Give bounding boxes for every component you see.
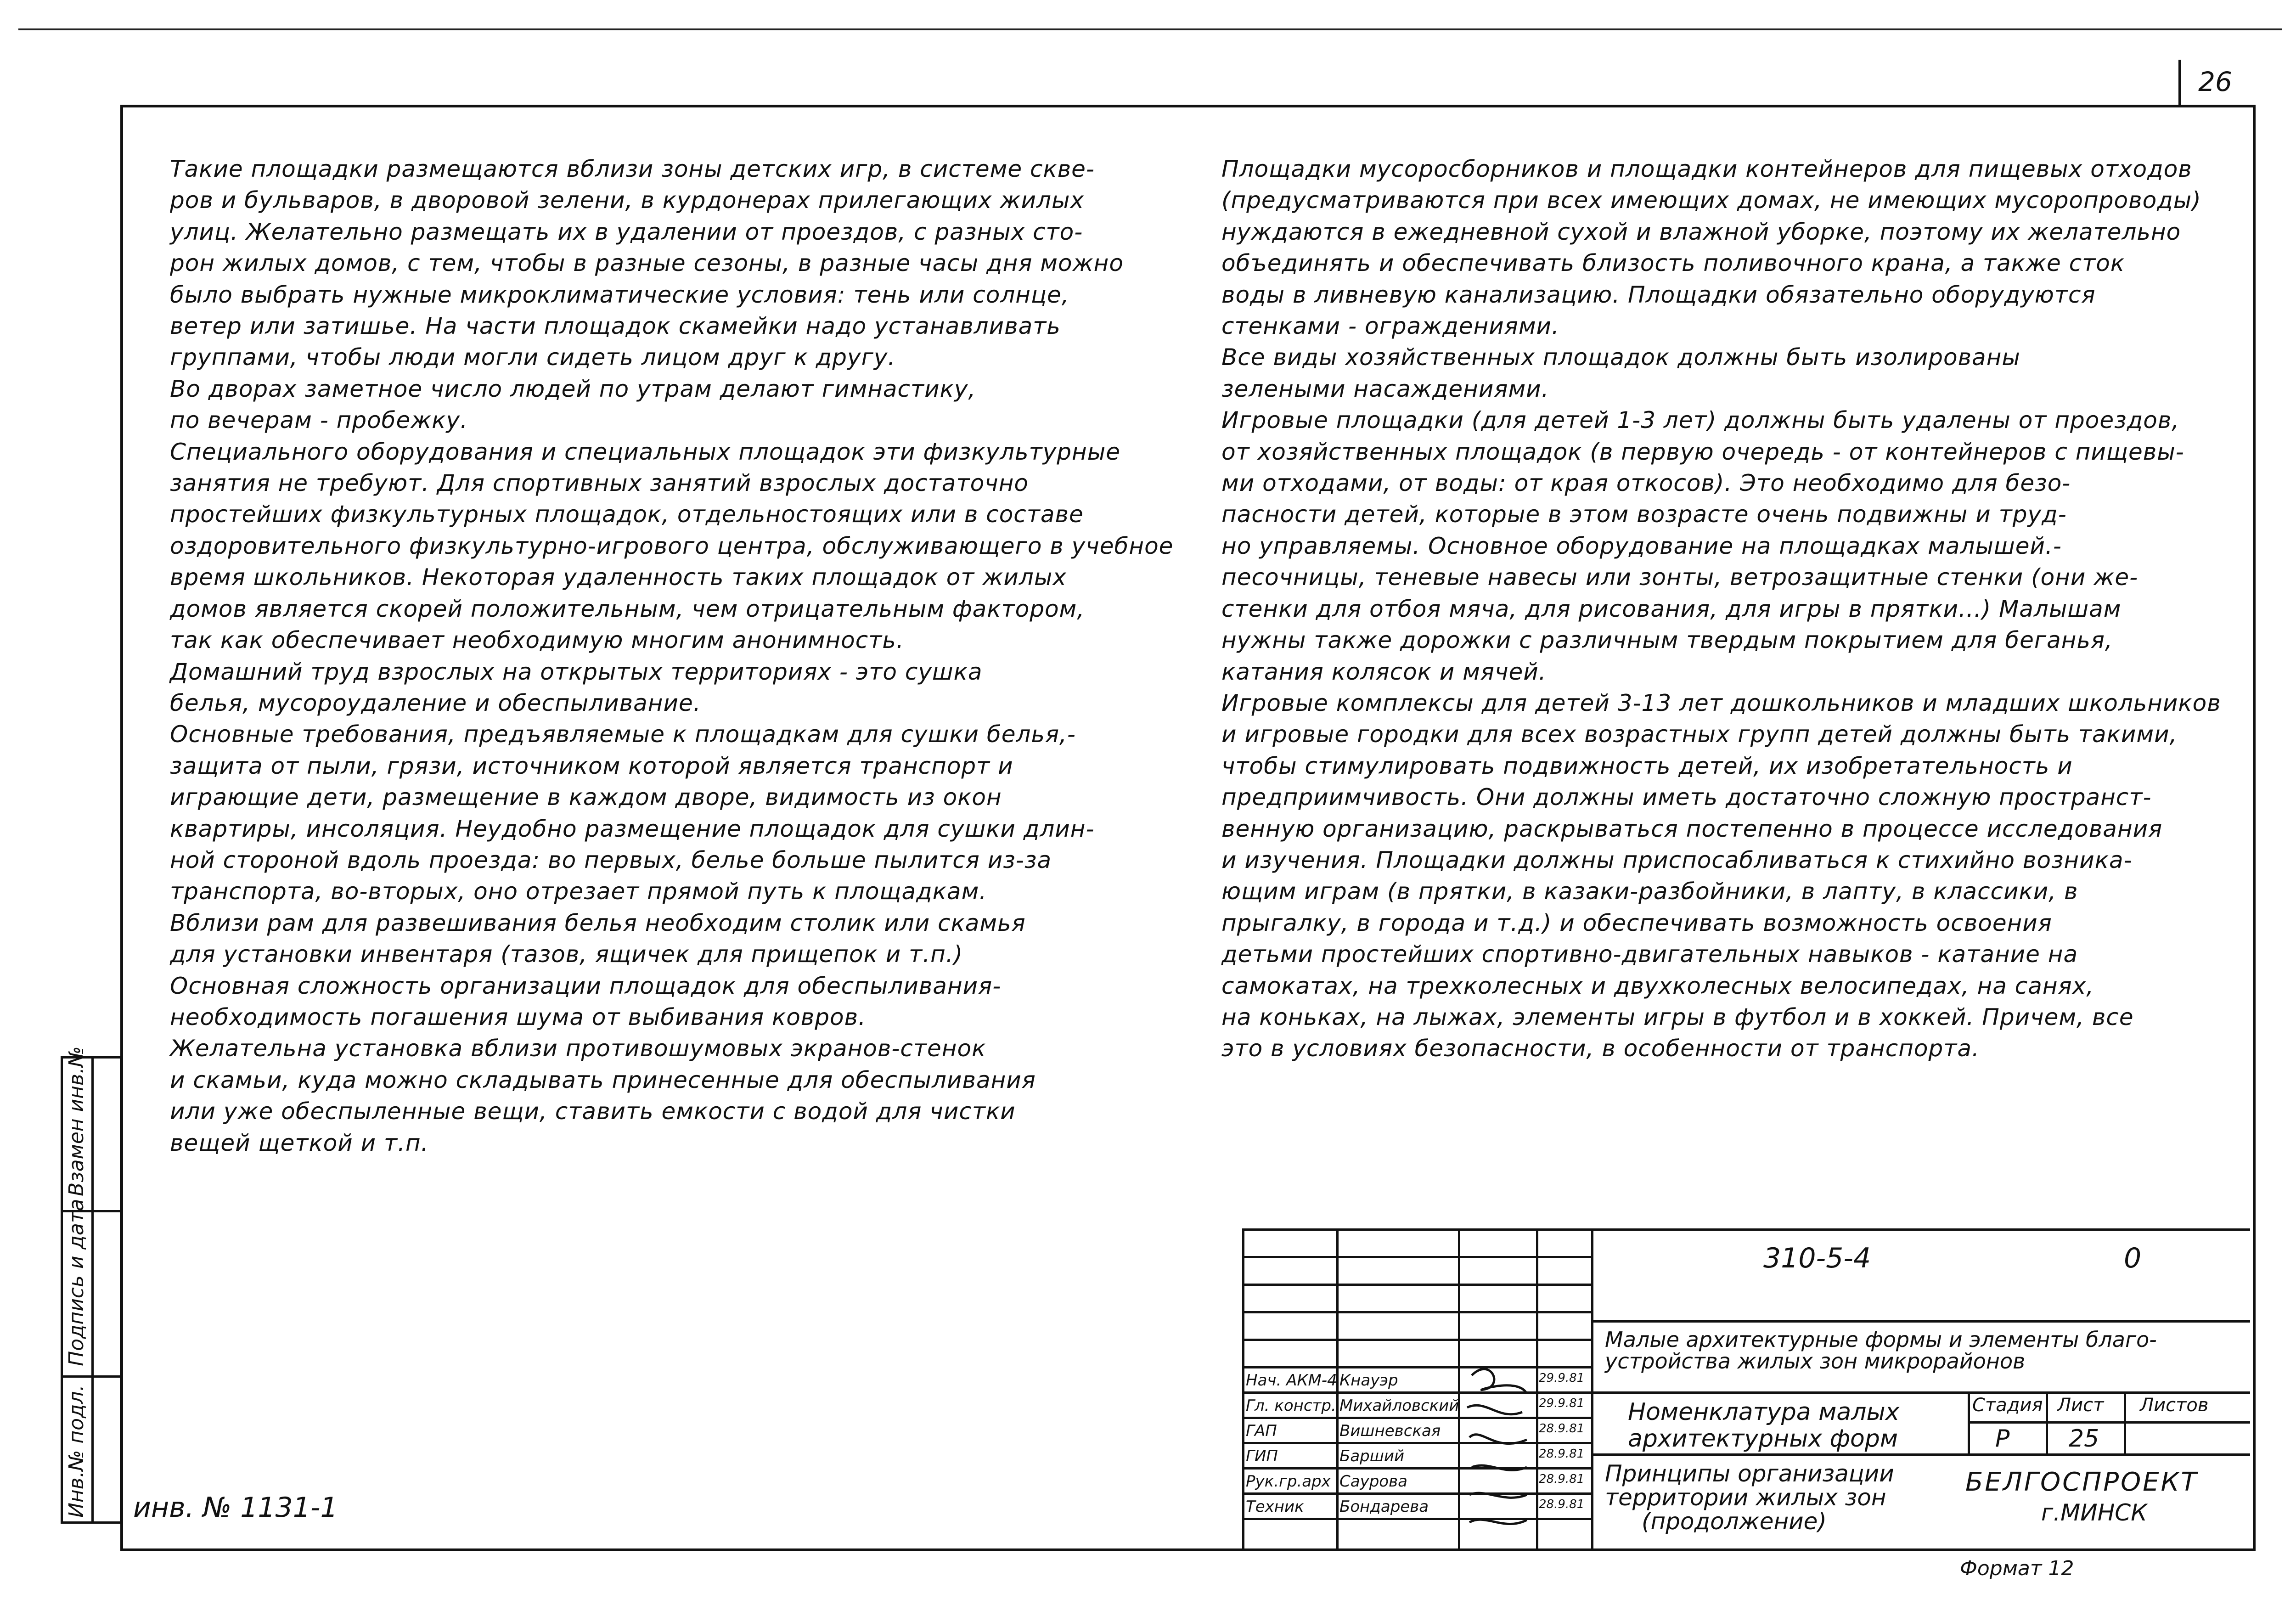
- tb-rule: [1968, 1391, 1970, 1453]
- tb-rule: [1458, 1228, 1460, 1548]
- text-line: Основная сложность организации площадок для обеспыливания-: [170, 972, 1002, 999]
- side-stamp: [61, 1046, 122, 1524]
- signature-role: Рук.гр.арх: [1246, 1472, 1331, 1491]
- text-line: белья, мусороудаление и обеспыливание.: [170, 689, 701, 716]
- organization-name: БЕЛГОСПРОЕКТ: [1965, 1467, 2199, 1497]
- text-line: но управляемы. Основное оборудование на площадках малышей.-: [1221, 532, 2062, 559]
- text-line: предприимчивость. Они должны иметь достаточно сложную пространст-: [1221, 784, 2152, 811]
- tb-rule: [1591, 1453, 2250, 1456]
- project-title-line1: Малые архитектурные формы и элементы благо-: [1605, 1327, 2157, 1352]
- side-stamp-label-replacement: Взамен инв.№: [65, 1046, 88, 1196]
- format-label: Формат 12: [1960, 1557, 2074, 1580]
- drawing-title-line2: архитектурных форм: [1628, 1425, 1898, 1453]
- text-line: защита от пыли, грязи, источником которой является транспорт и: [170, 752, 1013, 779]
- drawing-title-line1: Номенклатура малых: [1628, 1398, 1900, 1426]
- text-line: Во дворах заметное число людей по утрам делают гимнастику,: [170, 375, 976, 402]
- tb-rule: [1242, 1467, 1591, 1470]
- signature-name: Бондарева: [1339, 1498, 1429, 1516]
- signature-role: Нач. АКМ-4: [1246, 1371, 1337, 1390]
- sheet-value: 25: [2069, 1425, 2099, 1453]
- text-line: и игровые городки для всех возрастных групп детей должны быть такими,: [1221, 721, 2178, 748]
- text-line: это в условиях безопасности, в особенности от транспорта.: [1221, 1035, 1980, 1062]
- text-line: песочницы, теневые навесы или зонты, ветрозащитные стенки (они же-: [1221, 564, 2138, 591]
- signature-date: 28.9.81: [1539, 1422, 1585, 1436]
- signature-role: Техник: [1246, 1498, 1304, 1516]
- sheet-title-line2: территории жилых зон: [1605, 1484, 1886, 1511]
- organization-city: г.МИНСК: [2041, 1499, 2147, 1526]
- tb-rule: [1242, 1228, 2250, 1231]
- text-line: было выбрать нужные микроклиматические условия: тень или солнце,: [170, 281, 1069, 308]
- text-line: венную организацию, раскрываться постепенно в процессе исследования: [1221, 815, 2163, 842]
- signature-name: Барший: [1339, 1447, 1405, 1465]
- drawing-designation: 310-5-4: [1763, 1242, 1871, 1274]
- text-line: транспорта, во-вторых, оно отрезает прямой путь к площадкам.: [170, 878, 987, 905]
- sheets-header: Листов: [2140, 1395, 2209, 1416]
- stage-header: Стадия: [1972, 1395, 2043, 1416]
- text-line: рон жилых домов, с тем, чтобы в разные сезоны, в разные часы дня можно: [170, 250, 1124, 277]
- text-line: ров и бульваров, в дворовой зелени, в курдонерах прилегающих жилых: [170, 187, 1085, 214]
- side-stamp-divider: [91, 1059, 94, 1521]
- tb-rule: [1591, 1228, 1593, 1548]
- text-line: детьми простейших спортивно-двигательных навыков - катание на: [1221, 941, 2078, 968]
- text-line: ной стороной вдоль проезда: во первых, белье больше пылится из-за: [170, 846, 1052, 873]
- text-line: ми отходами, от воды: от края откосов). Это необходимо для безо-: [1221, 470, 2071, 497]
- text-line: Желательна установка вблизи противошумовых экранов-стенок: [170, 1035, 986, 1062]
- text-line: так как обеспечивает необходимую многим анонимность.: [170, 627, 904, 654]
- text-line: воды в ливневую канализацию. Площадки обязательно оборудуются: [1221, 281, 2096, 308]
- text-line: вещей щеткой и т.п.: [170, 1129, 429, 1156]
- tb-rule: [1242, 1391, 2250, 1394]
- text-line: от хозяйственных площадок (в первую очередь - от контейнеров с пищевы-: [1221, 438, 2184, 465]
- page-number: 26: [2198, 66, 2232, 97]
- right-text-column: [1221, 153, 2221, 1064]
- left-text-column: [170, 153, 1174, 1159]
- signature-role: ГАП: [1246, 1422, 1277, 1440]
- text-line: или уже обеспыленные вещи, ставить емкости с водой для чистки: [170, 1098, 1016, 1125]
- text-line: самокатах, на трехколесных и двухколесных велосипедах, на санях,: [1221, 972, 2094, 999]
- tb-rule: [1242, 1442, 1591, 1444]
- text-line: простейших физкультурных площадок, отдельностоящих или в составе: [170, 501, 1084, 528]
- tb-rule: [1591, 1320, 2250, 1323]
- text-line: Игровые площадки (для детей 1-3 лет) должны быть удалены от проездов,: [1221, 407, 2180, 434]
- text-line: Домашний труд взрослых на открытых территориях - это сушка: [170, 658, 983, 685]
- stage-value: Р: [1995, 1425, 2010, 1453]
- text-line: нужны также дорожки с различным твердым покрытием для беганья,: [1221, 627, 2113, 654]
- tb-rule: [1242, 1284, 1591, 1286]
- title-block: [1242, 1228, 2250, 1548]
- tb-rule: [1242, 1311, 1591, 1313]
- text-line: квартиры, инсоляция. Неудобно размещение площадок для сушки длин-: [170, 815, 1095, 842]
- tb-rule: [1242, 1339, 1591, 1341]
- signature-date: 29.9.81: [1539, 1396, 1585, 1410]
- page-number-box: [2178, 60, 2250, 107]
- tb-rule: [1242, 1228, 1244, 1548]
- tb-rule: [1536, 1228, 1538, 1548]
- text-line: Основные требования, предъявляемые к площадкам для сушки белья,-: [170, 721, 1076, 748]
- text-line: (предусматриваются при всех имеющих домах, не имеющих мусоропроводы): [1221, 187, 2201, 214]
- text-line: катания колясок и мячей.: [1221, 658, 1547, 685]
- text-line: необходимость погашения шума от выбивания ковров.: [170, 1003, 866, 1030]
- text-line: улиц. Желательно размещать их в удалении от проездов, с разных сто-: [170, 218, 1083, 245]
- text-line: Специального оборудования и специальных площадок эти физкультурные: [170, 438, 1120, 465]
- signature-name: Вишневская: [1339, 1422, 1441, 1440]
- tb-rule: [1242, 1417, 1591, 1419]
- text-line: для установки инвентаря (тазов, ящичек для прищепок и т.п.): [170, 941, 963, 968]
- text-line: Все виды хозяйственных площадок должны быть изолированы: [1221, 344, 2020, 371]
- text-line: ветер или затишье. На части площадок скамейки надо устанавливать: [170, 313, 1061, 340]
- tb-rule: [2124, 1391, 2126, 1453]
- inventory-number: инв. № 1131-1: [133, 1492, 338, 1524]
- project-title-line2: устройства жилых зон микрорайонов: [1605, 1349, 2026, 1374]
- sheet-title-line3: (продолжение): [1642, 1508, 1827, 1535]
- signature-name: Михайловский: [1339, 1396, 1459, 1415]
- signature-name: Саурова: [1339, 1472, 1407, 1491]
- text-line: объединять и обеспечивать близость поливочного крана, а также сток: [1221, 250, 2125, 277]
- side-stamp-rule: [63, 1375, 120, 1378]
- text-line: стенками - ограждениями.: [1221, 313, 1559, 340]
- top-border-line: [18, 28, 2282, 30]
- text-line: Такие площадки размещаются вблизи зоны детских игр, в системе скве-: [170, 156, 1095, 182]
- text-line: стенки для отбоя мяча, для рисования, для игры в прятки...) Малышам: [1221, 595, 2122, 622]
- text-line: и изучения. Площадки должны приспосабливаться к стихийно возника-: [1221, 846, 2133, 873]
- text-line: и скамьи, куда можно складывать принесенные для обеспыливания: [170, 1066, 1036, 1093]
- signature-date: 28.9.81: [1539, 1447, 1585, 1461]
- text-line: занятия не требуют. Для спортивных занятий взрослых достаточно: [170, 470, 1029, 497]
- text-line: по вечерам - пробежку.: [170, 407, 468, 434]
- text-line: ющим играм (в прятки, в казаки-разбойники, в лапту, в классики, в: [1221, 878, 2078, 905]
- text-line: чтобы стимулировать подвижность детей, их изобретательность и: [1221, 752, 2073, 779]
- signature-date: 28.9.81: [1539, 1498, 1585, 1511]
- signature-date: 28.9.81: [1539, 1472, 1585, 1486]
- issue-number: 0: [2124, 1242, 2142, 1274]
- tb-rule: [1242, 1518, 1591, 1520]
- tb-rule: [1968, 1421, 2250, 1424]
- text-line: группами, чтобы люди могли сидеть лицом друг к другу.: [170, 344, 896, 371]
- text-line: прыгалку, в города и т.д.) и обеспечивать возможность освоения: [1221, 909, 2052, 936]
- text-line: Вблизи рам для развешивания белья необходим столик или скамья: [170, 909, 1026, 936]
- text-line: оздоровительного физкультурно-игрового центра, обслуживающего в учебное: [170, 532, 1174, 559]
- text-line: Площадки мусоросборников и площадки контейнеров для пищевых отходов: [1221, 156, 2192, 182]
- signature-name: Кнауэр: [1339, 1371, 1398, 1390]
- text-line: Игровые комплексы для детей 3-13 лет дошкольников и младших школьников: [1221, 689, 2221, 716]
- text-line: играющие дети, размещение в каждом дворе, видимость из окон: [170, 784, 1002, 811]
- text-line: нуждаются в ежедневной сухой и влажной уборке, поэтому их желательно: [1221, 218, 2181, 245]
- text-line: время школьников. Некоторая удаленность таких площадок от жилых: [170, 564, 1067, 591]
- side-stamp-label-original: Инв.№ подл.: [65, 1385, 88, 1518]
- text-line: на коньках, на лыжах, элементы игры в футбол и в хоккей. Причем, все: [1221, 1003, 2134, 1030]
- signature-date: 29.9.81: [1539, 1371, 1585, 1385]
- signature-role: Гл. констр.: [1246, 1396, 1336, 1415]
- tb-rule: [1242, 1366, 1591, 1368]
- tb-rule: [1242, 1256, 1591, 1258]
- tb-rule: [2046, 1391, 2048, 1453]
- sheet-title-line1: Принципы организации: [1605, 1460, 1894, 1487]
- text-line: зелеными насаждениями.: [1221, 375, 1549, 402]
- tb-rule: [1242, 1492, 1591, 1495]
- signature-role: ГИП: [1246, 1447, 1278, 1465]
- side-stamp-label-signature: Подпись и дата: [65, 1199, 88, 1366]
- signature-scribbles: [1463, 1357, 1536, 1548]
- text-line: пасности детей, которые в этом возрасте очень подвижны и труд-: [1221, 501, 2067, 528]
- text-line: домов является скорей положительным, чем отрицательным фактором,: [170, 595, 1085, 622]
- sheet-header: Лист: [2057, 1395, 2104, 1416]
